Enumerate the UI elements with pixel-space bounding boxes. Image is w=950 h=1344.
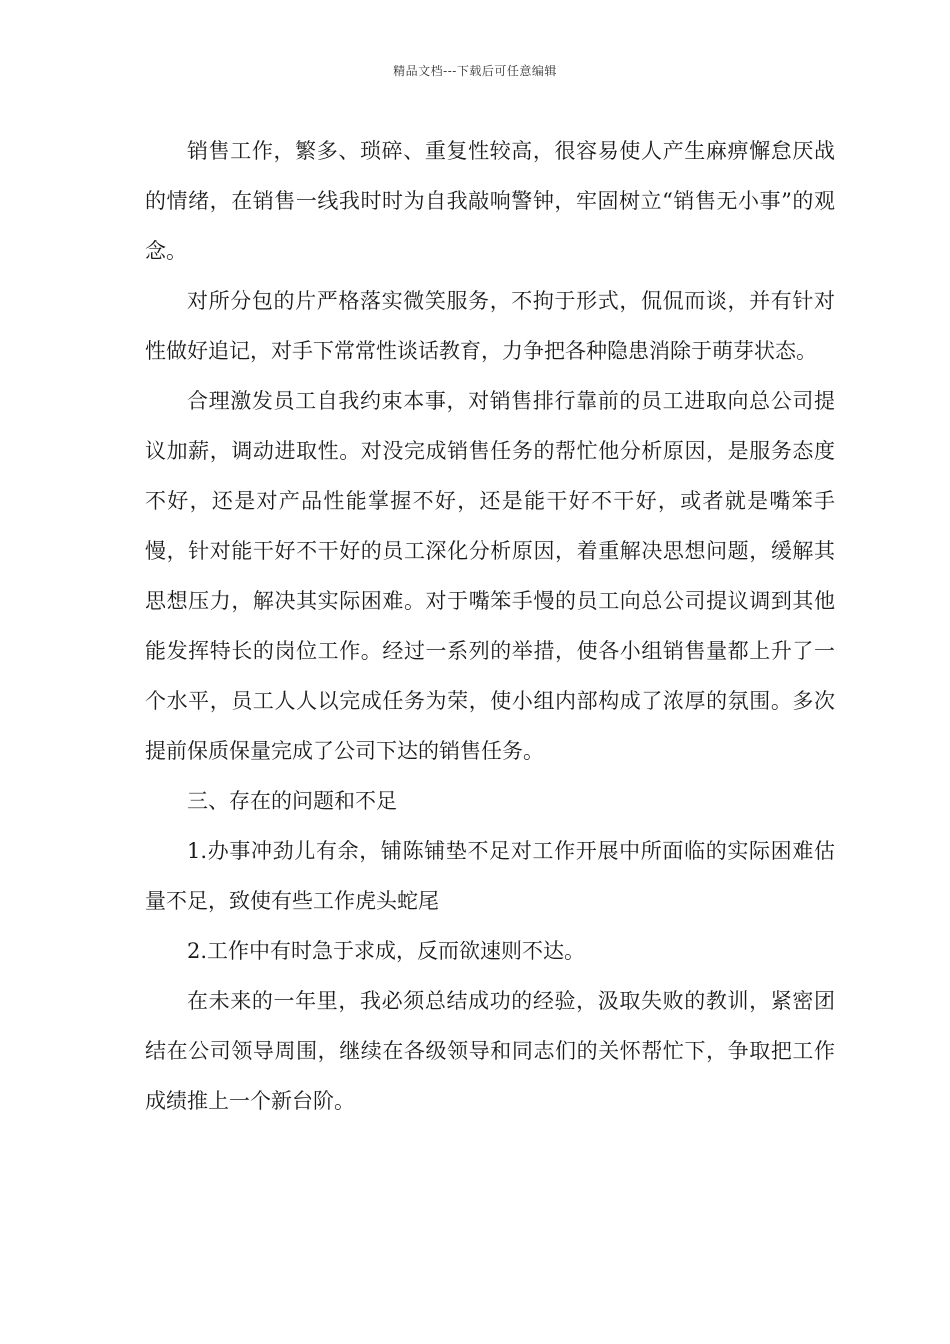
paragraph-problem-2: 2.工作中有时急于求成，反而欲速则不达。	[187, 939, 586, 963]
document-body	[145, 126, 835, 1126]
paragraph-problem-1: 1.办事冲劲儿有余，铺陈铺垫不足对工作开展中所面临的实际困难估量不足，致使有些工作虎头蛇尾	[145, 839, 835, 913]
paragraph-staff-motivation: 合理激发员工自我约束本事，对销售排行靠前的员工进取向总公司提议加薪，调动进取性。对没完成销售任务的帮忙他分析原因，是服务态度不好，还是对产品性能掌握不好，还是能干好不干好，或者就是嘴笨手慢，针对能干好不干好的员工深化分析原因，着重解决思想问题，缓解其思想压力，解决其实际困难。对于嘴笨手慢的员工向总公司提议调到其他能发挥特长的岗位工作。经过一系列的举措，使各小组销售量都上升了一个水平，员工人人以完成任务为荣，使小组内部构成了浓厚的氛围。多次提前保质保量完成了公司下达的销售任务。	[145, 389, 835, 763]
paragraph-future-plan: 在未来的一年里，我必须总结成功的经验，汲取失败的教训，紧密团结在公司领导周围，继续在各级领导和同志们的关怀帮忙下，争取把工作成绩推上一个新台阶。	[145, 989, 835, 1113]
paragraph-sales-work: 销售工作，繁多、琐碎、重复性较高，很容易使人产生麻痹懈怠厌战的情绪，在销售一线我时时为自我敲响警钟，牢固树立“销售无小事”的观念。	[145, 139, 835, 263]
section-heading-problems: 三、存在的问题和不足	[187, 789, 397, 813]
page-header: 精品文档---下载后可任意编辑	[393, 64, 557, 78]
paragraph-smile-service: 对所分包的片严格落实微笑服务，不拘于形式，侃侃而谈，并有针对性做好追记，对手下常常性谈话教育，力争把各种隐患消除于萌芽状态。	[145, 289, 835, 363]
